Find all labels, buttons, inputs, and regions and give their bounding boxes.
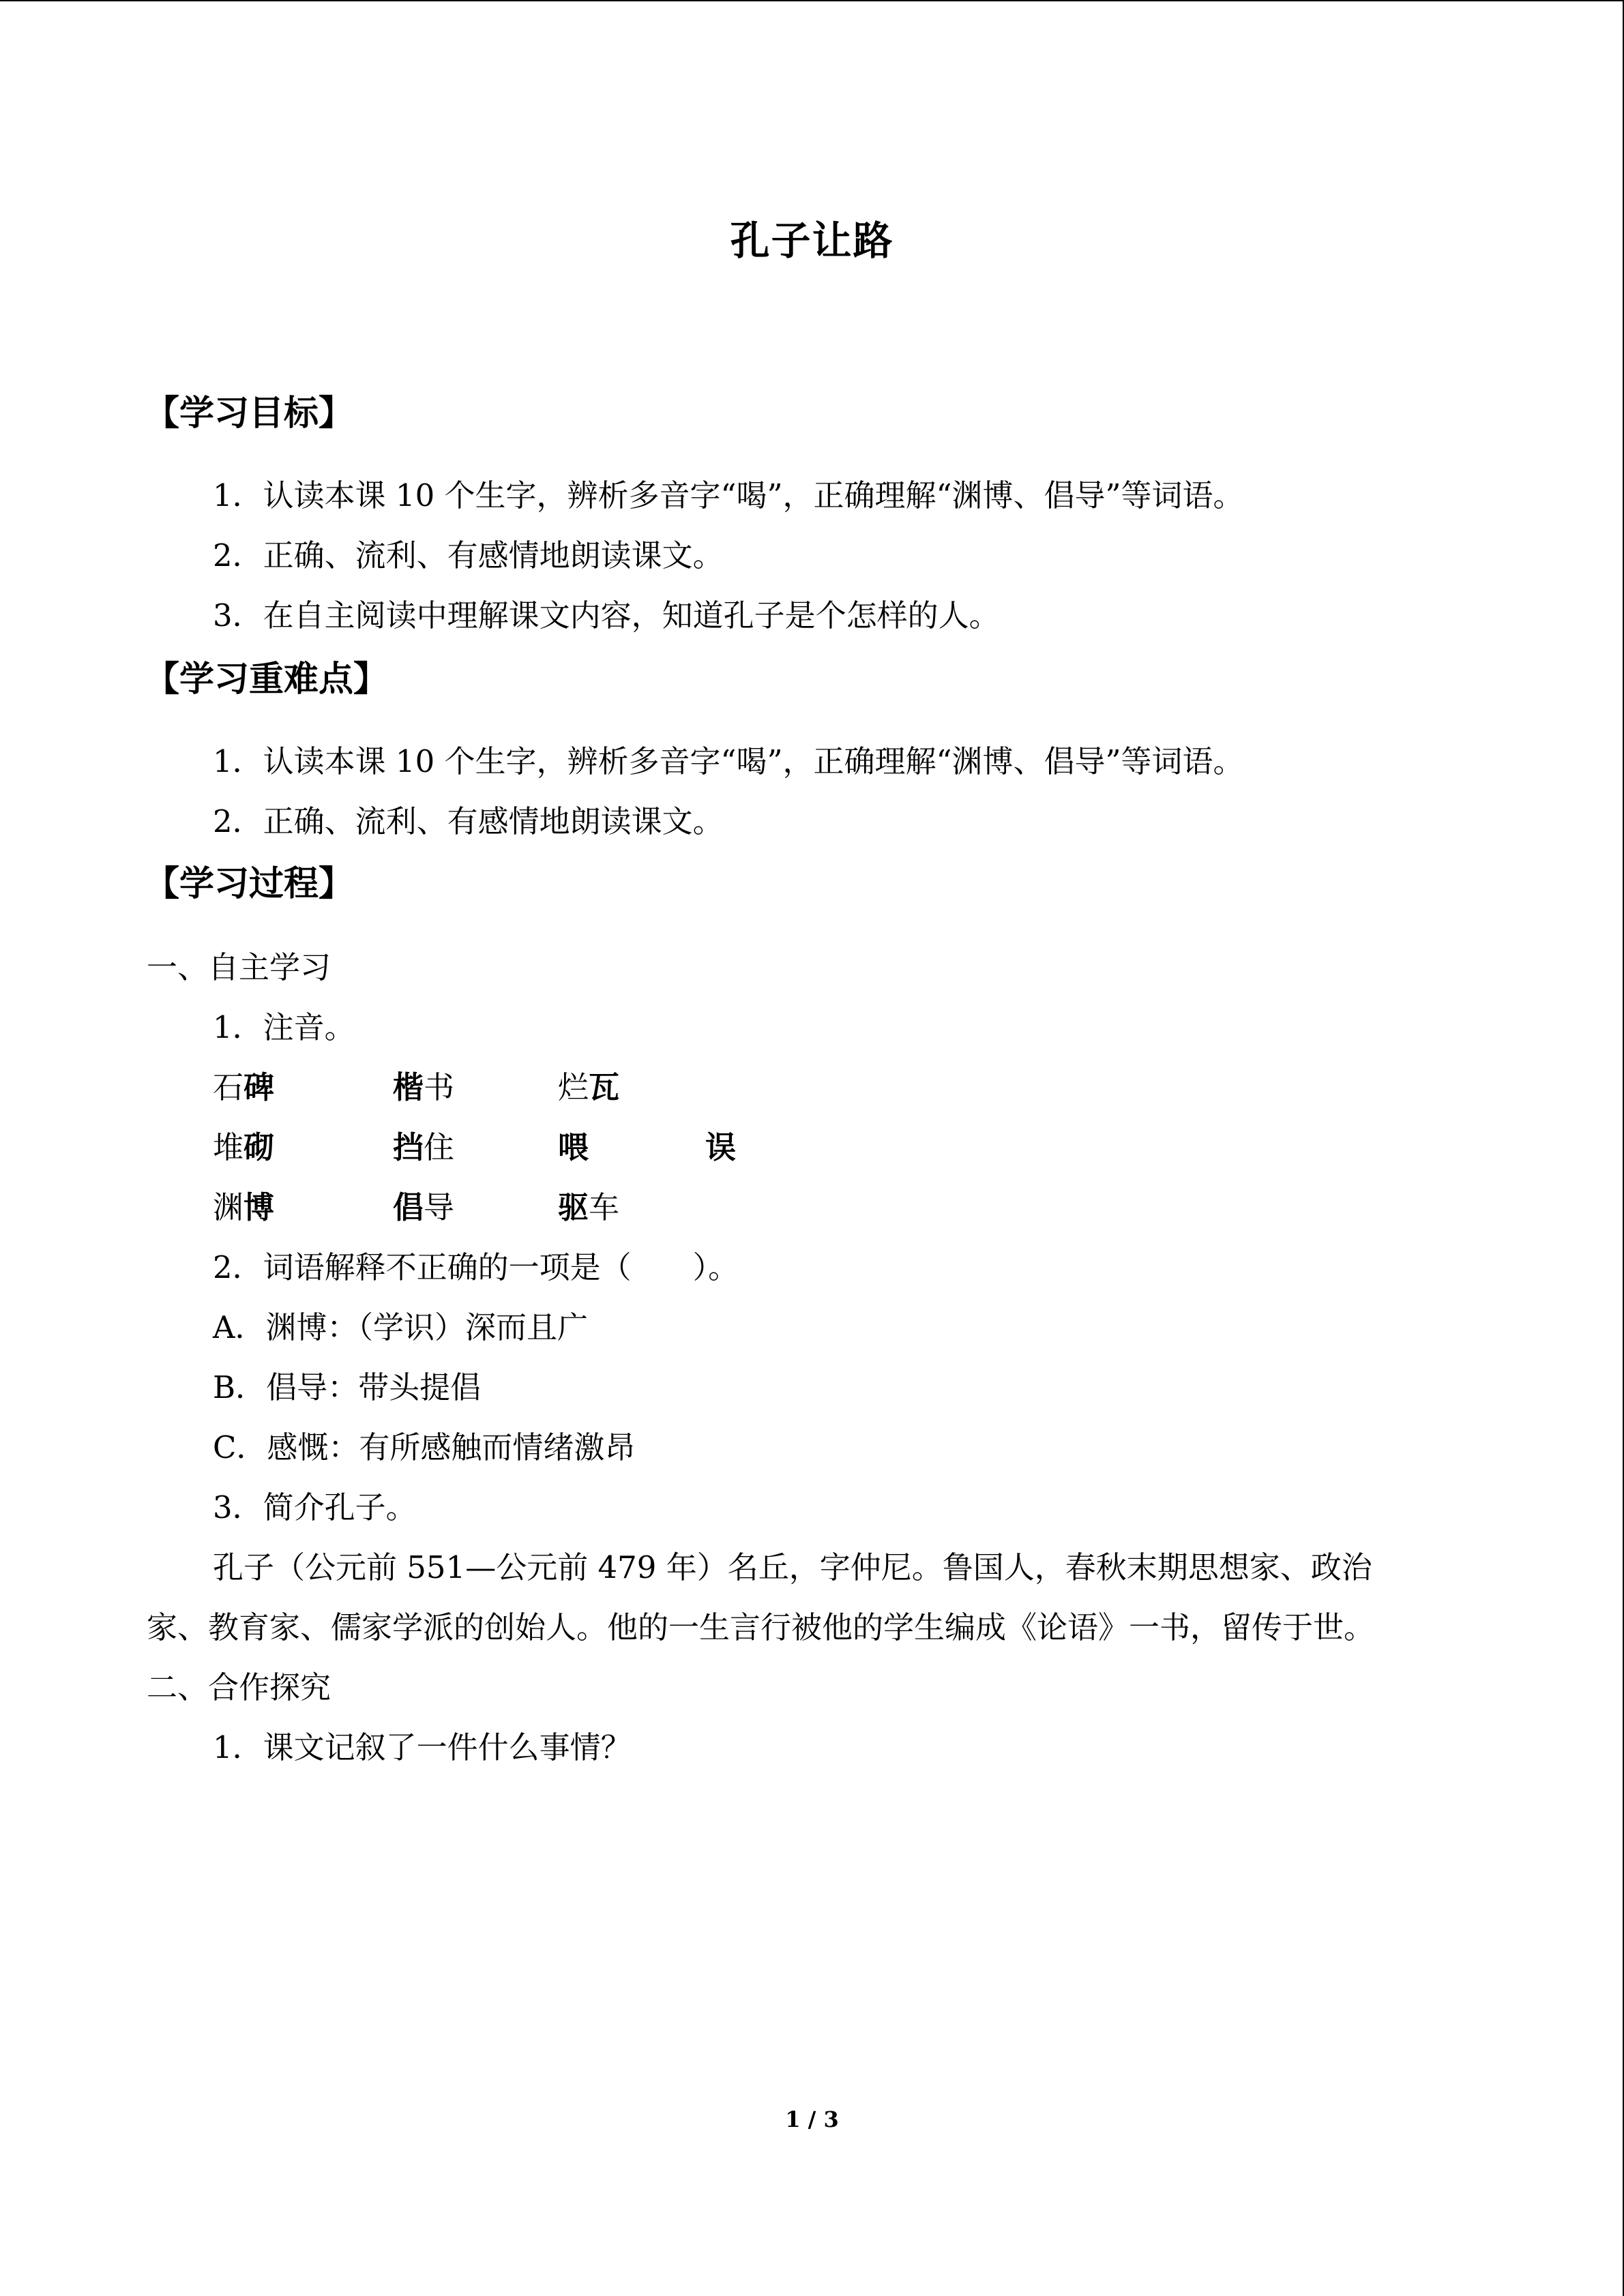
key-point-item-1: 1．认读本课 10 个生字，辨析多音字“喝”，正确理解“渊博、倡导”等词语。 [213,743,1244,779]
option-a: A．渊博：（学识）深而且广 [213,1309,588,1345]
phonetic-word: 驱车 [558,1189,620,1225]
document-title: 孔子让路 [730,218,894,264]
key-point-item-2: 2．正确、流利、有感情地朗读课文。 [213,803,724,839]
phonetic-word: 楷书 [393,1069,455,1105]
section-heading-key-points: 【学习重难点】 [145,659,389,700]
section-heading-process: 【学习过程】 [145,864,354,904]
phonetic-word: 堆砌 [213,1129,275,1165]
part2-heading: 二、合作探究 [147,1669,331,1705]
phonetic-word: 烂瓦 [558,1069,620,1105]
q1-label: 1．注音。 [213,1009,355,1045]
objective-item-3: 3．在自主阅读中理解课文内容，知道孔子是个怎样的人。 [213,597,1000,633]
objective-item-1: 1．认读本课 10 个生字，辨析多音字“喝”，正确理解“渊博、倡导”等词语。 [213,477,1244,513]
q3-label: 3．简介孔子。 [213,1489,417,1525]
phonetic-word: 喂 [558,1129,589,1165]
option-b: B．倡导：带头提倡 [213,1369,482,1405]
phonetic-word: 石碑 [213,1069,275,1105]
q2-label: 2．词语解释不正确的一项是（ ）。 [213,1249,739,1285]
phonetic-word: 挡住 [393,1129,455,1165]
confucius-intro-line-1: 孔子（公元前 551—公元前 479 年）名丘，字仲尼。鲁国人，春秋末期思想家、政治 [213,1549,1372,1585]
phonetic-word: 倡导 [393,1189,455,1225]
phonetic-word: 误 [705,1129,737,1165]
section-heading-objectives: 【学习目标】 [145,393,354,434]
phonetic-word: 渊博 [213,1189,275,1225]
option-c: C．感慨：有所感触而情绪激昂 [213,1429,636,1465]
part2-question-1: 1．课文记叙了一件什么事情？ [213,1729,632,1765]
page-number: 1 / 3 [785,2106,839,2132]
objective-item-2: 2．正确、流利、有感情地朗读课文。 [213,537,724,573]
part1-heading: 一、自主学习 [147,949,331,985]
confucius-intro-line-2: 家、教育家、儒家学派的创始人。他的一生言行被他的学生编成《论语》一书，留传于世。 [147,1609,1375,1645]
